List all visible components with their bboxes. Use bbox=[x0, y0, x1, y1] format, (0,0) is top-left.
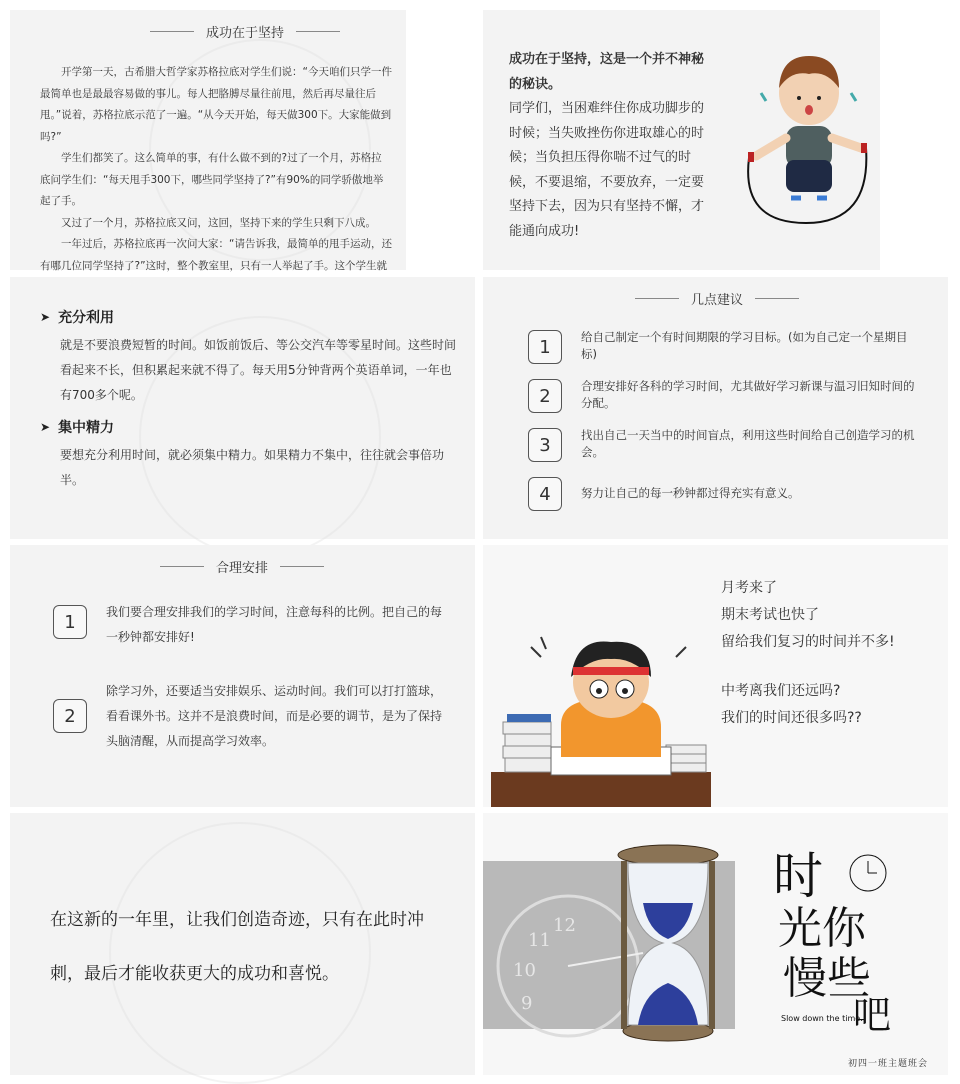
svg-text:吧: 吧 bbox=[853, 993, 892, 1037]
section-text: 要想充分利用时间，就必须集中精力。如果精力不集中，往往就会事倍功半。 bbox=[60, 448, 445, 487]
clock-number: 9 bbox=[521, 993, 533, 1014]
section-text: 就是不要浪费短暂的时间。如饭前饭后、等公交汽车等零星时间。这些时间看起来不长，但积累起来就不得了。每天用5分钟背两个英语单词，一年也有700多个呢。 bbox=[60, 338, 457, 402]
story-paragraph: 开学第一天，古希腊大哲学家苏格拉底对学生们说：“今天咱们只学一件最简单也是最最容易做的事儿。每人把胳膊尽量往前甩，然后再尽量往后甩。”说着，苏格拉底示范了一遍。“从今天开始，每天做300下。大家能做到吗?” bbox=[40, 66, 392, 143]
number-badge: 1 bbox=[528, 330, 562, 364]
story-body bbox=[40, 62, 392, 299]
clock-number: 11 bbox=[528, 930, 551, 951]
slide-title: 几点建议 bbox=[635, 289, 799, 308]
svg-text:时: 时 bbox=[773, 847, 823, 905]
slide-new-year-message bbox=[10, 813, 475, 1075]
clock-number: 10 bbox=[513, 960, 536, 981]
suggestion-text: 找出自己一天当中的时间盲点，利用这些时间给自己创造学习的机会。 bbox=[581, 428, 915, 459]
number-badge: 1 bbox=[53, 605, 87, 639]
number-badge: 2 bbox=[53, 699, 87, 733]
reminder-line: 中考离我们还远吗? bbox=[721, 683, 841, 699]
suggestion-text: 给自己制定一个有时间期限的学习目标。(如为自己定一个星期目标) bbox=[581, 330, 908, 361]
story-paragraph: 又过了一个月，苏格拉底又问，这回，坚持下来的学生只剩下八成。 bbox=[61, 216, 376, 229]
footer-label: 初四一班主题班会 bbox=[847, 1059, 928, 1069]
calligraphy-title bbox=[773, 843, 923, 1037]
slide-reasonable-arrangement bbox=[10, 545, 475, 807]
slide-title: 合理安排 bbox=[160, 557, 324, 576]
section-heading: ➤ 集中精力 bbox=[40, 420, 115, 436]
slide-exams-coming bbox=[483, 545, 948, 807]
jump-rope-kid-illustration bbox=[731, 48, 881, 228]
section-full-use bbox=[40, 307, 460, 408]
persistence-text bbox=[509, 48, 709, 244]
number-badge: 4 bbox=[528, 477, 562, 511]
reminder-line: 月考来了 bbox=[721, 580, 777, 596]
slogan-text: Slow down the time. bbox=[781, 1014, 863, 1023]
bold-statement: 成功在于坚持，这是一个并不神秘的秘诀。 bbox=[509, 52, 705, 92]
slide-title: 成功在于坚持 bbox=[150, 22, 340, 41]
slide-slow-down-time bbox=[483, 813, 948, 1075]
arrangement-text: 我们要合理安排我们的学习时间，注意每科的比例。把自己的每一秒钟都安排好! bbox=[106, 605, 443, 644]
section-focus bbox=[40, 417, 460, 493]
section-heading: ➤ 充分利用 bbox=[40, 310, 115, 326]
studying-student-illustration bbox=[491, 637, 711, 807]
closing-message: 在这新的一年里，让我们创造奇迹，只有在此时冲刺，最后才能收获更大的成功和喜悦。 bbox=[50, 910, 424, 984]
clock-number: 12 bbox=[553, 915, 576, 936]
arrangement-text: 除学习外，还要适当安排娱乐、运动时间。我们可以打打篮球，看看课外书。这并不是浪费时间，而是必要的调节，是为了保持头脑清醒，从而提高学习效率。 bbox=[106, 684, 443, 748]
number-badge: 3 bbox=[528, 428, 562, 462]
story-paragraph: 一年过后，苏格拉底再一次问大家：“请告诉我，最简单的甩手运动，还有哪几位同学坚持了?”这时，整个教室里，只有一人举起了手。这个学生就 bbox=[40, 238, 392, 272]
slide-success-persistence-story bbox=[10, 10, 406, 270]
slide-persistence-secret bbox=[483, 10, 880, 270]
suggestion-text: 努力让自己的每一秒钟都过得充实有意义。 bbox=[581, 486, 800, 500]
svg-text:光你: 光你 bbox=[778, 903, 866, 954]
reminder-line: 我们的时间还很多吗?? bbox=[721, 710, 862, 726]
svg-text:慢些: 慢些 bbox=[783, 953, 871, 1004]
persistence-body: 同学们，当困难绊住你成功脚步的时候；当失败挫伤你进取雄心的时候；当负担压得你喘不过气的时候，不要退缩，不要放弃，一定要坚持下去，因为只有坚持不懈，才能通向成功! bbox=[509, 101, 705, 239]
slide-make-full-use bbox=[10, 277, 475, 539]
story-paragraph: 学生们都笑了。这么简单的事，有什么做不到的?过了一个月，苏格拉底问学生们：“每天甩手300下，哪些同学坚持了?”有90%的同学骄傲地举起了手。 bbox=[40, 152, 384, 207]
exam-reminder-lines bbox=[721, 575, 895, 732]
reminder-line: 留给我们复习的时间并不多! bbox=[721, 634, 895, 650]
arrow-right-icon: ➤ bbox=[40, 310, 51, 324]
number-badge: 2 bbox=[528, 379, 562, 413]
suggestion-text: 合理安排好各科的学习时间，尤其做好学习新课与温习旧知时间的分配。 bbox=[581, 379, 915, 410]
hourglass-icon bbox=[613, 843, 723, 1043]
slide-suggestions bbox=[483, 277, 948, 539]
reminder-line: 期末考试也快了 bbox=[721, 607, 819, 623]
arrow-right-icon: ➤ bbox=[40, 420, 51, 434]
